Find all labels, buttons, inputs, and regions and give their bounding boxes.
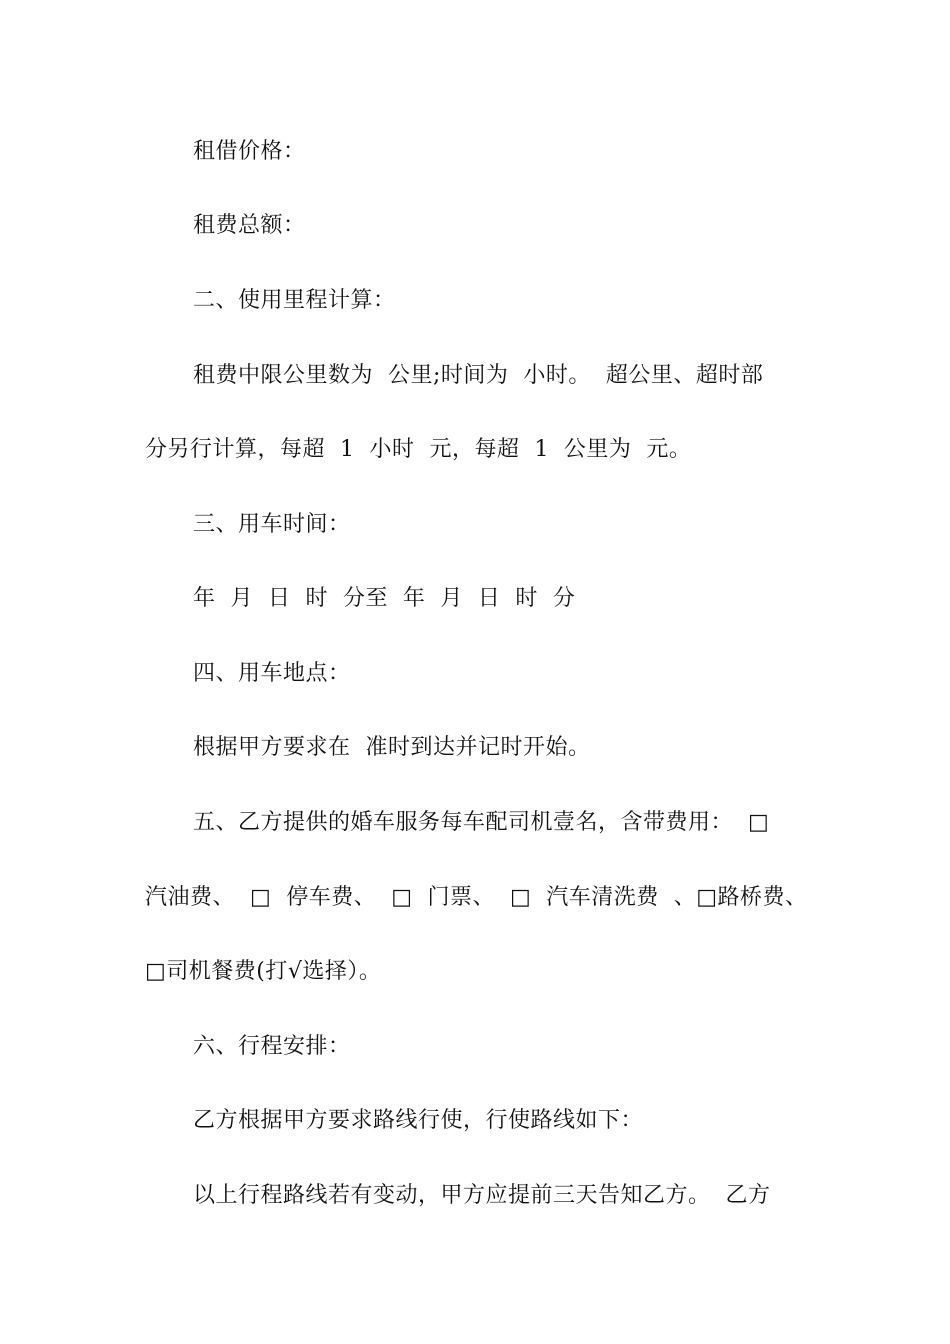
mileage-paragraph-line-2: 分另行计算，每超 1 小时 元，每超 1 公里为 元。 xyxy=(145,437,692,462)
route-change-paragraph: 以上行程路线若有变动，甲方应提前三天告知乙方。 乙方 xyxy=(193,1183,771,1208)
section-5-line-2: 汽油费、 □ 停车费、 □ 门票、 □ 汽车清洗费 、□路桥费、 xyxy=(145,885,808,910)
rental-price-line: 租借价格： xyxy=(193,139,306,164)
section-5-line-1: 五、乙方提供的婚车服务每车配司机壹名，含带费用： □ xyxy=(193,810,770,835)
route-paragraph: 乙方根据甲方要求路线行使，行使路线如下： xyxy=(193,1108,644,1133)
location-paragraph: 根据甲方要求在 准时到达并记时开始。 xyxy=(193,735,591,760)
section-2-heading: 二、使用里程计算： xyxy=(193,288,396,313)
rental-total-line: 租费总额： xyxy=(193,213,306,238)
mileage-paragraph-line-1: 租费中限公里数为 公里;时间为 小时。 超公里、超时部 xyxy=(193,363,764,388)
section-4-heading: 四、用车地点： xyxy=(193,661,351,686)
section-6-heading: 六、行程安排： xyxy=(193,1034,351,1059)
section-3-heading: 三、用车时间： xyxy=(193,512,351,537)
usage-time-line: 年 月 日 时 分至 年 月 日 时 分 xyxy=(193,586,576,611)
section-5-line-3: □司机餐费(打√选择）。 xyxy=(145,959,382,984)
